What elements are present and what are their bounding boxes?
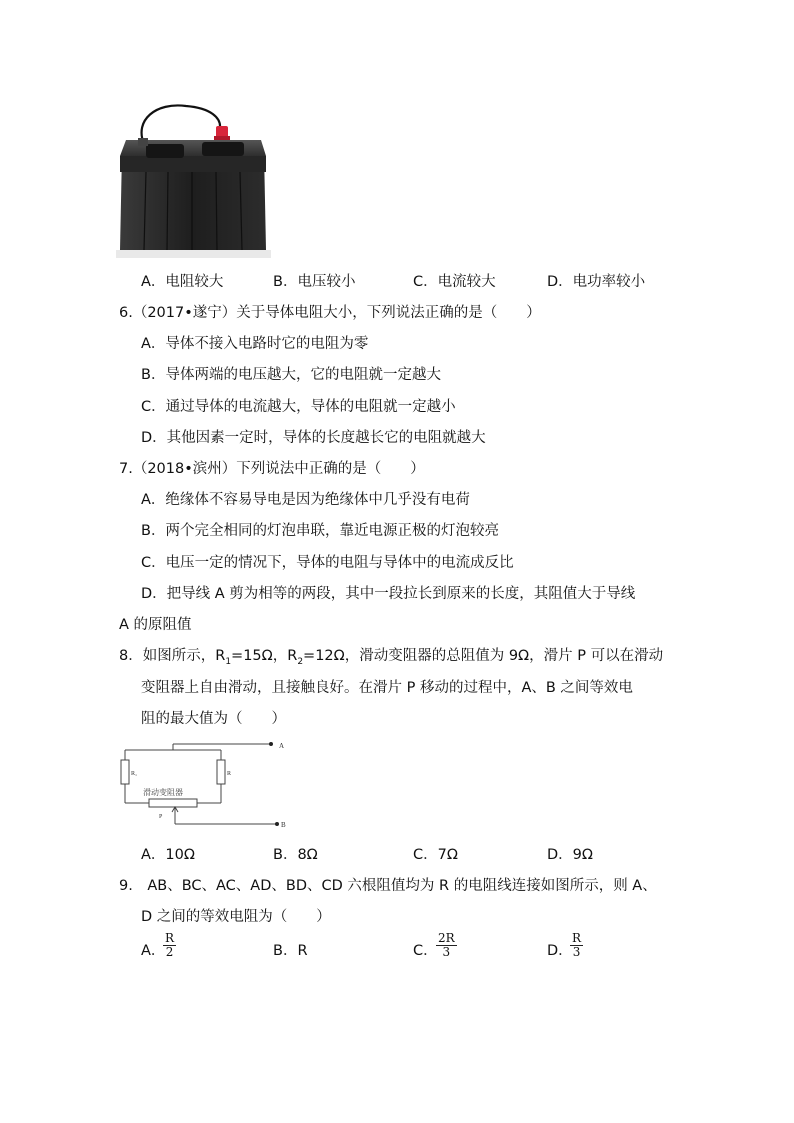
- q5-option-c: C．电流较大: [413, 274, 496, 290]
- q8-stem-line2: 变阻器上自由滑动，且接触良好。在滑片 P 移动的过程中，A、B 之间等效电: [141, 680, 633, 696]
- q8-option-a: A．10Ω: [141, 847, 195, 863]
- q8-rheostat-label: 滑动变阻器: [143, 788, 183, 797]
- q9-option-c-numerator: 2R: [438, 931, 455, 945]
- battery-image: [116, 100, 271, 258]
- q9-option-d-denominator: 3: [572, 945, 581, 959]
- q9-option-d-fraction: [570, 932, 583, 959]
- q5-option-b: B．电压较小: [273, 274, 356, 290]
- q9-option-a-fraction: [163, 932, 176, 959]
- q8-option-b: B．8Ω: [273, 847, 318, 863]
- q8-circuit-diagram: [115, 738, 295, 833]
- q7-option-d-continued: A 的原阻值: [119, 617, 192, 633]
- q8-stem-line3: 阻的最大值为（ ）: [141, 711, 286, 727]
- q6-option-b: B．导体两端的电压越大，它的电阻就一定越大: [141, 367, 441, 383]
- q9-option-a-prefix: A．: [141, 943, 166, 959]
- q9-option-d-numerator: R: [572, 931, 582, 945]
- q9-stem-line1: 9. AB、BC、AC、AD、BD、CD 六根阻值均为 R 的电阻线连接如图所示，则 A、: [119, 878, 657, 894]
- q8-slider-label: P: [159, 814, 163, 820]
- q6-stem: 6.（2017•遂宁）关于导体电阻大小，下列说法正确的是（ ）: [119, 305, 541, 321]
- q8-terminal-b-label: B: [281, 821, 286, 829]
- q8-terminal-a-label: A: [279, 742, 285, 750]
- q9-stem-line2: D 之间的等效电阻为（ ）: [141, 909, 331, 925]
- q8-option-c: C．7Ω: [413, 847, 458, 863]
- q9-option-a-denominator: 2: [165, 945, 174, 959]
- q9-option-c-denominator: 3: [442, 945, 451, 959]
- q6-option-a: A．导体不接入电路时它的电阻为零: [141, 336, 369, 352]
- q8-option-d: D．9Ω: [547, 847, 593, 863]
- q9-option-b: B．R: [273, 943, 308, 959]
- q9-option-c-prefix: C．: [413, 943, 438, 959]
- q9-option-a-numerator: R: [165, 931, 175, 945]
- q6-option-c: C．通过导体的电流越大，导体的电阻就一定越小: [141, 399, 456, 415]
- q8-r2-label: R: [227, 771, 232, 777]
- q6-option-d: D．其他因素一定时，导体的长度越长它的电阻就越大: [141, 430, 486, 446]
- q9-option-d-prefix: D．: [547, 943, 573, 959]
- q9-option-c-fraction: [436, 932, 457, 959]
- q7-option-a: A．绝缘体不容易导电是因为绝缘体中几乎没有电荷: [141, 492, 470, 508]
- q7-option-b: B．两个完全相同的灯泡串联，靠近电源正极的灯泡较亮: [141, 523, 499, 539]
- q8-r1-label: R₁: [131, 771, 138, 777]
- q5-option-d: D．电功率较小: [547, 274, 646, 290]
- q7-stem: 7.（2018•滨州）下列说法中正确的是（ ）: [119, 461, 425, 477]
- q8-stem-line1: 8．如图所示，$R_1=15\Omega$，$R_2=12\Omega$，滑动变阻器的总阻值为 9Ω，滑片 P 可以在滑动: [119, 648, 664, 667]
- q5-option-a: A．电阻较大: [141, 274, 224, 290]
- q7-option-c: C．电压一定的情况下，导体的电阻与导体中的电流成反比: [141, 555, 514, 571]
- q7-option-d: D．把导线 A 剪为相等的两段，其中一段拉长到原来的长度，其阻值大于导线: [141, 586, 636, 602]
